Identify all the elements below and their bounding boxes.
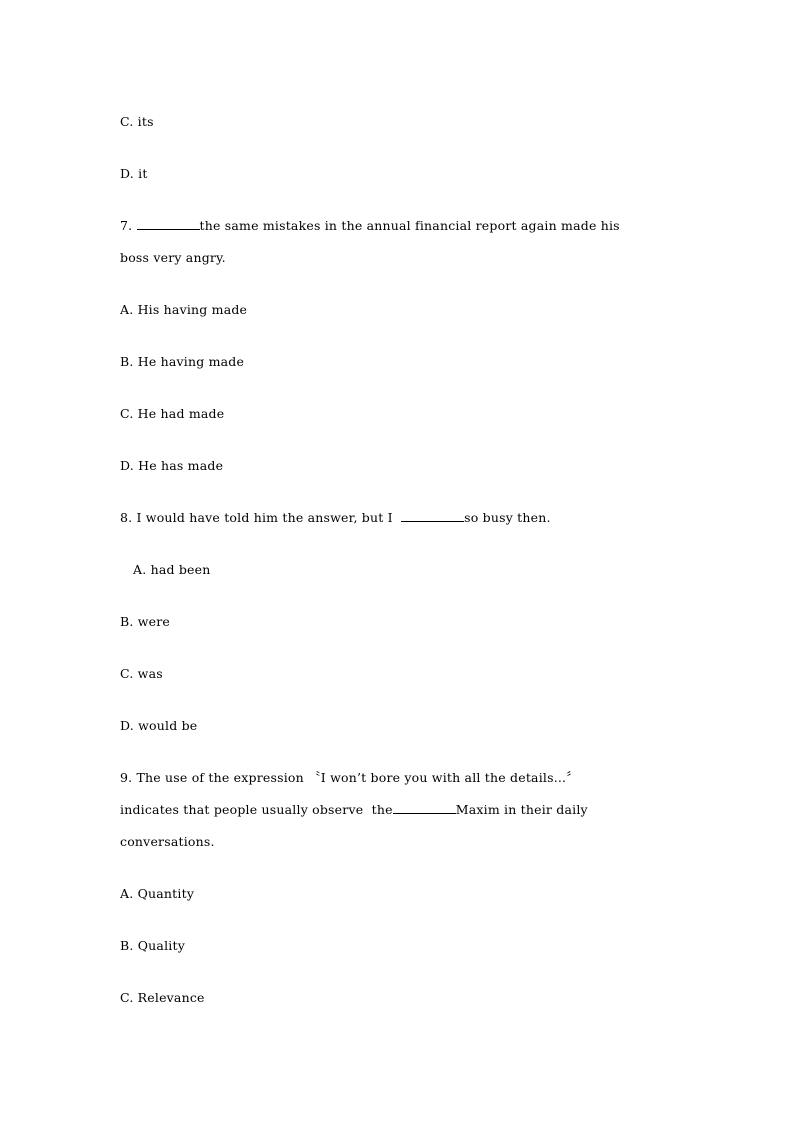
q7-stem-line2: boss very angry. xyxy=(120,250,226,265)
q9-option-b: B. Quality xyxy=(120,938,185,953)
q9-stem-line2 xyxy=(120,802,588,818)
q8-option-b: B. were xyxy=(120,614,171,629)
q8-option-d: D. would be xyxy=(120,718,198,733)
q7-option-c: C. He had made xyxy=(120,406,225,421)
q9-stem-line2-start: indicates that people usually observe the xyxy=(120,802,393,817)
q8-stem-end: so busy then. xyxy=(464,510,551,525)
q7-option-b: B. He having made xyxy=(120,354,245,369)
q7-option-a: A. His having made xyxy=(120,302,248,317)
q9-stem-line1: 9. The use of the expression 〝I won’t bore you with all the details...〞 xyxy=(120,770,579,785)
q7-stem-line1 xyxy=(120,218,620,234)
q8-option-a: A. had been xyxy=(133,562,211,577)
q6-option-d: D. it xyxy=(120,166,148,181)
answer-blank xyxy=(393,802,456,814)
q9-stem-line2-end: Maxim in their daily xyxy=(455,802,588,817)
answer-blank xyxy=(401,510,464,522)
q8-stem-start: 8. I would have told him the answer, but I xyxy=(120,510,402,525)
q7-option-d: D. He has made xyxy=(120,458,224,473)
answer-blank xyxy=(137,218,200,230)
q7-number: 7. xyxy=(120,218,137,233)
q9-option-a: A. Quantity xyxy=(120,886,195,901)
q9-stem-line3: conversations. xyxy=(120,834,215,849)
q9-option-c: C. Relevance xyxy=(120,990,205,1005)
q7-stem-text: the same mistakes in the annual financial report again made his xyxy=(199,218,620,233)
q8-option-c: C. was xyxy=(120,666,163,681)
q8-stem xyxy=(120,510,551,526)
q6-option-c: C. its xyxy=(120,114,154,129)
